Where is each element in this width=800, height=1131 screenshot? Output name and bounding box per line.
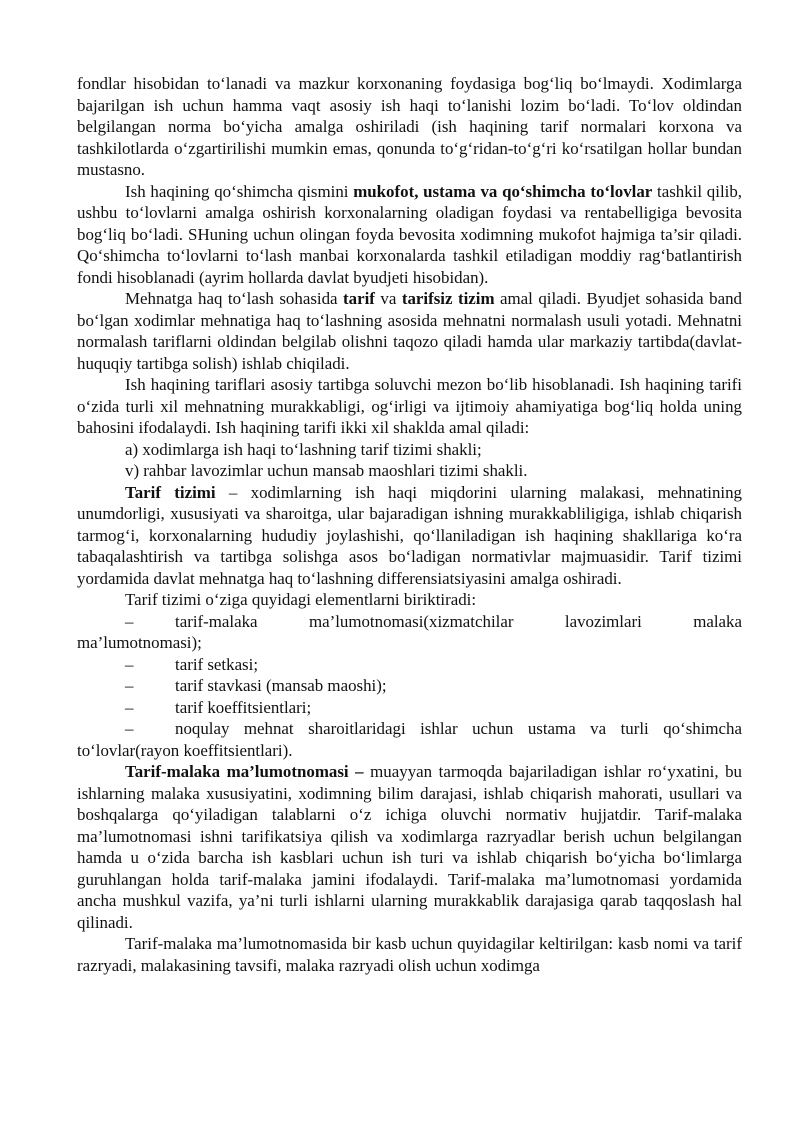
dash-item-5-continuation <box>77 740 742 762</box>
list-item-a-text: a) xodimlarga ish haqi to‘lashning tarif tizimi shakli; <box>125 439 482 459</box>
paragraph-1-text: fondlar hisobidan to‘lanadi va mazkur korxonaning foydasiga bog‘liq bo‘lmaydi. Xodimlarga bajarilgan ish uchun hamma vaqt asosiy ish haqi to‘lanishi lozim bo‘ladi. To‘lov oldindan belgilangan norma bo‘yicha amalga oshiriladi (ish haqining tarif normalari korxona va tashkilotlarda o‘zgartirilishi mumkin emas, qonunda to‘g‘ridan-to‘g‘ri ko‘rsatilgan hollar bundan mustasno. <box>77 74 742 179</box>
dash-marker: – <box>125 697 134 717</box>
dash-item-3-text: tarif stavkasi (mansab maoshi); <box>175 676 387 695</box>
paragraph-3-text-start: Mehnatga haq to‘lash sohasida <box>125 289 344 308</box>
paragraph-2 <box>77 181 742 289</box>
paragraph-3-bold-tarif: tarif <box>343 289 375 308</box>
dash-item-3 <box>77 675 742 697</box>
dash-item-5-text-continued: to‘lovlar(rayon koeffitsientlari). <box>77 740 293 760</box>
paragraph-5-bold-term: Tarif tizimi <box>125 482 216 502</box>
dash-item-1 <box>77 611 742 633</box>
paragraph-8-text: Tarif-malaka ma’lumotnomasida bir kasb uchun quyidagilar keltirilgan: kasb nomi va tarif razryadi, malakasining tavsifi, malaka razryadi olish uchun xodimga <box>77 934 742 975</box>
paragraph-7-bold-term: Tarif-malaka ma’lumotnomasi – <box>125 762 364 781</box>
paragraph-7 <box>77 761 742 933</box>
list-item-v <box>77 460 742 482</box>
dash-item-4 <box>77 697 742 719</box>
dash-item-1-text-continued: ma’lumotnomasi); <box>77 633 202 652</box>
dash-item-5-text: noqulay mehnat sharoitlaridagi ishlar uchun ustama va turli qo‘shimcha <box>175 719 742 738</box>
paragraph-2-text-start: Ish haqining qo‘shimcha qismini <box>125 181 354 201</box>
dash-item-2-text: tarif setkasi; <box>175 654 259 674</box>
paragraph-2-bold-term: mukofot, ustama va qo‘shimcha to‘lovlar <box>353 181 653 201</box>
dash-marker: – <box>125 676 134 695</box>
dash-item-5 <box>77 718 742 740</box>
paragraph-1 <box>77 73 742 181</box>
dash-marker: – <box>125 611 134 631</box>
dash-item-1-text: tarif-malaka ma’lumotnomasi(xizmatchilar lavozimlari malaka <box>175 611 742 631</box>
paragraph-6-text: Tarif tizimi o‘ziga quyidagi elementlarni biriktiradi: <box>125 590 477 609</box>
paragraph-5 <box>77 482 742 590</box>
list-item-a <box>77 439 742 461</box>
paragraph-7-text: muayyan tarmoqda bajariladigan ishlar ro‘yxatini, bu ishlarning malaka xususiyatini, xodimning bilim darajasi, ishlab chiqarish mahorati, usullari va boshqalarga qo‘yiladigan talablarni o‘z ichiga oluvchi normativ hujjatdir. Tarif-malaka ma’lumotnomasi ishni tarifikatsiya qilish va xodimlarga razryadlar berish uchun belgilangan hamda u o‘zida barcha ish kasblari uchun ish turi va ishlab chiqarish bo‘yicha bo‘limlarga guruhlangan holda tarif-malaka jamini ifodalaydi. Tarif-malaka ma’lumotnomasi yordamida ancha mushkul vazifa, ya’ni turli ishlarni ularning murakkablik darajasiga qarab taqqoslash hal qilinadi. <box>77 762 742 932</box>
dash-item-4-text: tarif koeffitsientlari; <box>175 697 312 717</box>
paragraph-8 <box>77 933 742 976</box>
paragraph-3-text-mid: va <box>374 289 402 308</box>
paragraph-5-text: – xodimlarning ish haqi miqdorini ularning malakasi, mehnatining unumdorligi, xususiyati va sharoitga, ular bajaradigan ishning murakkabliligiga, ishlab chiqarish tarmog‘i, korxonalarning hududiy joylashishi, qo‘llaniladigan ish haqining shakllariga ko‘ra tabaqalashtirish va tartibga solishga asos bo‘ladigan normativlar majmuasidir. Tarif tizimi yordamida davlat mehnatga haq to‘lashning differensiatsiyasini amalga oshiradi. <box>77 482 743 588</box>
dash-marker: – <box>125 719 134 738</box>
paragraph-6 <box>77 589 742 611</box>
paragraph-4-text: Ish haqining tariflari asosiy tartibga soluvchi mezon bo‘lib hisoblanadi. Ish haqining tarifi o‘zida turli xil mehnatning murakkabligi, og‘irligi va ijtimoiy ahamiyatiga bog‘liq holda uning bahosini ifodalaydi. Ish haqining tarifi ikki xil shaklda amal qiladi: <box>77 375 742 437</box>
paragraph-3-bold-tarifsiz: tarifsiz tizim <box>401 289 495 308</box>
paragraph-4 <box>77 374 742 439</box>
paragraph-2-text-end: tashkil qilib, ushbu to‘lovlarni amalga oshirish korxonalarning oladigan foydasi va rentabelligiga bevosita bog‘liq bo‘ladi. SHuning uchun olingan foyda bevosita xodimning mukofot hajmiga ta’sir qiladi. Qo‘shimcha to‘lovlarni to‘lash manbai korxonalarda tashkil etiladigan moddiy rag‘batlantirish fondi hisoblanadi (ayrim hollarda davlat byudjeti hisobidan). <box>77 181 742 287</box>
list-item-v-text: v) rahbar lavozimlar uchun mansab maoshlari tizimi shakli. <box>125 461 528 480</box>
dash-marker: – <box>125 654 134 674</box>
paragraph-3-text-end: amal qiladi. Byudjet sohasida band bo‘lgan xodimlar mehnatiga haq to‘lashning asosida mehnatni normalash usuli yotadi. Mehnatni normalash tariflarni oldindan belgilab olishni taqozo qiladi hamda ular markaziy tartibda(davlat-huquqiy tartibga solish) ishlab chiqiladi. <box>77 289 742 373</box>
dash-item-1-continuation <box>77 632 742 654</box>
dash-item-2 <box>77 654 742 676</box>
paragraph-3 <box>77 288 742 374</box>
